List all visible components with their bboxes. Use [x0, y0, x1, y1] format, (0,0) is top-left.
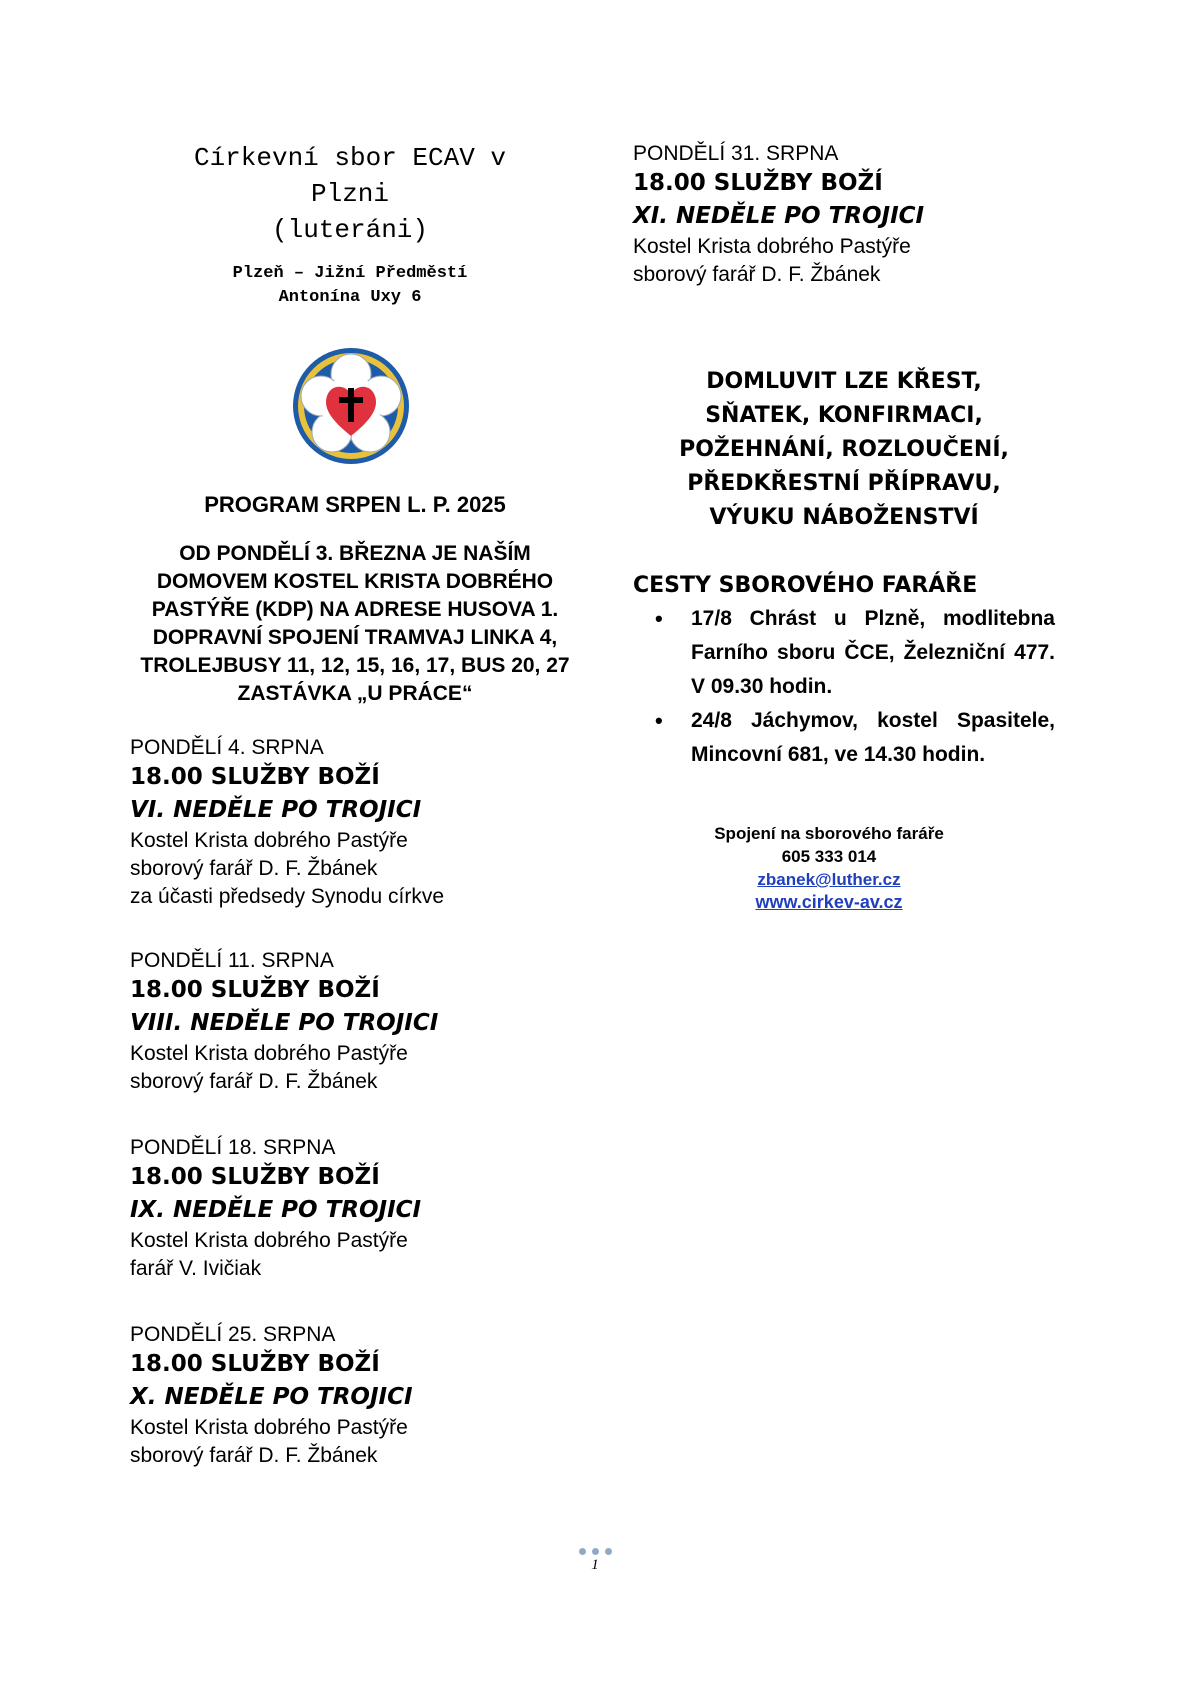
event-day: PONDĚLÍ 18. SRPNA: [130, 1136, 336, 1159]
event-sunday: X. NEDĚLE PO TROJICI: [130, 1384, 413, 1410]
location-notice: OD PONDĚLÍ 3. BŘEZNA JE NAŠÍM DOMOVEM KOSTEL KRISTA DOBRÉHO PASTÝŘE (KDP) NA ADRESE HUSOVA 1. DOPRAVNÍ SPOJENÍ TRAMVAJ LINKA 4, TROLEJBUSY 11, 12, 15, 16, 17, BUS 20, 27 ZASTÁVKA „U PRÁCE“: [140, 542, 570, 705]
event-sunday: VI. NEDĚLE PO TROJICI: [130, 797, 422, 823]
event-service: 18.00 SLUŽBY BOŽÍ: [130, 764, 380, 790]
email-link[interactable]: zbanek@luther.cz: [757, 870, 901, 889]
address-line-1: Plzeň – Jižní Předměstí: [232, 264, 468, 283]
offer-line: POŽEHNÁNÍ, ROZLOUČENÍ,: [679, 437, 1009, 462]
event-minister: sborový farář D. F. Žbánek: [130, 857, 378, 880]
event-place: Kostel Krista dobrého Pastýře: [130, 1416, 408, 1439]
event-sunday: IX. NEDĚLE PO TROJICI: [130, 1197, 422, 1223]
offer-line: DOMLUVIT LZE KŘEST,: [706, 369, 982, 394]
event-place: Kostel Krista dobrého Pastýře: [633, 235, 911, 258]
event-place: Kostel Krista dobrého Pastýře: [130, 1229, 408, 1252]
event-note: za účasti předsedy Synodu církve: [130, 885, 444, 908]
page-number: 1: [591, 1557, 599, 1573]
right-column: [633, 140, 1055, 914]
org-name: Církevní sbor ECAV v Plzni: [193, 143, 507, 209]
contact-block: [689, 822, 969, 914]
offer-line: VÝUKU NÁBOŽENSTVÍ: [709, 505, 979, 530]
contact-phone: 605 333 014: [781, 847, 877, 866]
event-day: PONDĚLÍ 11. SRPNA: [130, 949, 334, 972]
org-title: [150, 140, 550, 248]
event-place: Kostel Krista dobrého Pastýře: [130, 1042, 408, 1065]
contact-label: Spojení na sborového faráře: [714, 824, 944, 843]
travels-title: CESTY SBOROVÉHO FARÁŘE: [633, 573, 978, 598]
event-minister: sborový farář D. F. Žbánek: [130, 1070, 378, 1093]
offer-line: SŇATEK, KONFIRMACI,: [705, 403, 983, 428]
event-sunday: XI. NEDĚLE PO TROJICI: [633, 203, 925, 229]
org-address: [150, 262, 550, 310]
event-minister: sborový farář D. F. Žbánek: [633, 263, 881, 286]
event-service: 18.00 SLUŽBY BOŽÍ: [130, 1351, 380, 1377]
ellipsis-icon: [575, 1548, 615, 1555]
event-sunday: VIII. NEDĚLE PO TROJICI: [130, 1010, 439, 1036]
event-5: [633, 140, 1055, 289]
event-day: PONDĚLÍ 25. SRPNA: [130, 1323, 336, 1346]
list-item: • 24/8 Jáchymov, kostel Spasitele, Mincovní 681, ve 14.30 hodin.: [691, 704, 1055, 772]
travels-list: [633, 602, 1055, 772]
event-day: PONDĚLÍ 31. SRPNA: [633, 142, 839, 165]
event-day: PONDĚLÍ 4. SRPNA: [130, 736, 324, 759]
list-item: • 17/8 Chrást u Plzně, modlitebna Farního sboru ČCE, Železniční 477. V 09.30 hodin.: [691, 602, 1055, 704]
event-minister: farář V. Ivičiak: [130, 1257, 262, 1280]
event-service: 18.00 SLUŽBY BOŽÍ: [130, 1164, 380, 1190]
address-line-2: Antonína Uxy 6: [278, 288, 422, 307]
event-4: [130, 1321, 560, 1470]
website-link[interactable]: www.cirkev-av.cz: [755, 892, 903, 912]
program-title: PROGRAM SRPEN L. P. 2025: [204, 492, 506, 517]
event-1: [130, 734, 560, 911]
services-offer: [633, 365, 1055, 535]
offer-line: PŘEDKŘESTNÍ PŘÍPRAVU,: [687, 471, 1001, 496]
event-minister: sborový farář D. F. Žbánek: [130, 1444, 378, 1467]
event-3: [130, 1134, 560, 1283]
org-subtitle: (luteráni): [271, 215, 429, 245]
event-2: [130, 947, 560, 1096]
event-place: Kostel Krista dobrého Pastýře: [130, 829, 408, 852]
event-service: 18.00 SLUŽBY BOŽÍ: [130, 977, 380, 1003]
event-service: 18.00 SLUŽBY BOŽÍ: [633, 170, 883, 196]
page-footer: [575, 1548, 615, 1574]
left-column: [130, 140, 570, 1470]
luther-rose-icon: [291, 346, 411, 466]
